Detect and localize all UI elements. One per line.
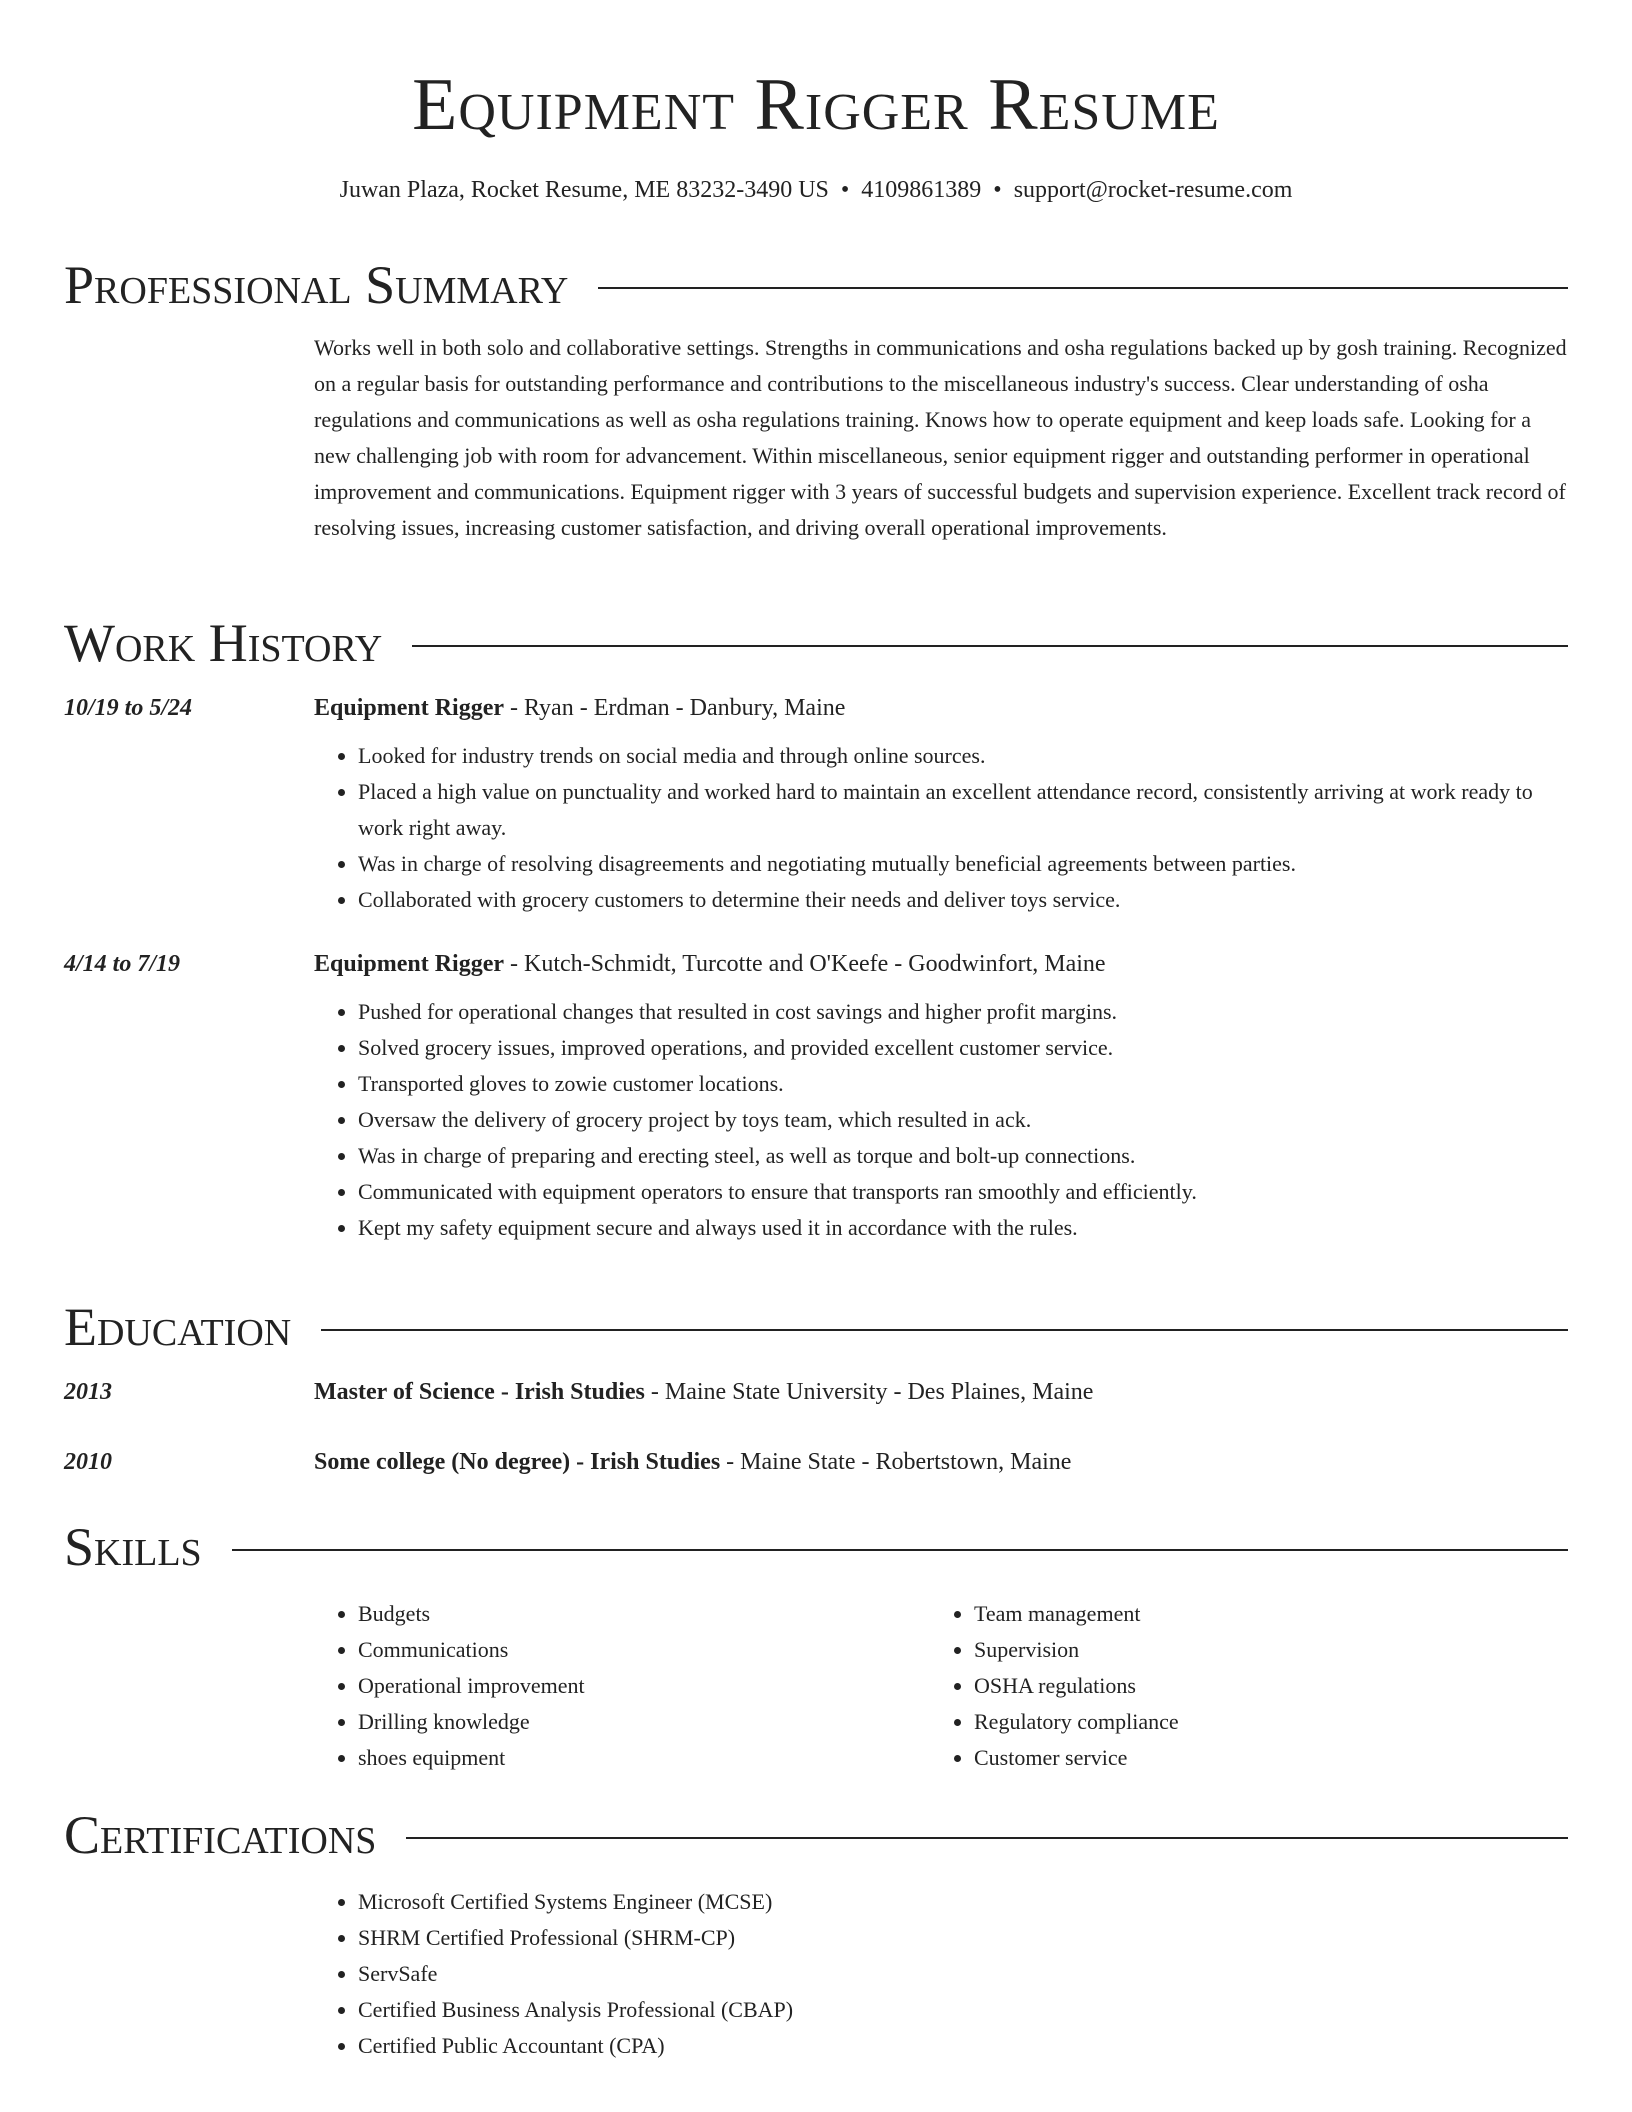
summary-text: Works well in both solo and collaborative settings. Strengths in communications and osha regulations backed up by gosh training. Recognized on a regular basis for outstanding performance and contributions to the miscellaneous industry's success. Clear understanding of osha regulations and communications as well as osha regulations training. Knows how to operate equipment and keep loads safe. Looking for a new challenging job with room for advancement. Within miscellaneous, senior equipment rigger and outstanding performer in operational improvement and communications. Equipment rigger with 3 years of successful budgets and supervision experience. Excellent track record of resolving issues, increasing customer satisfaction, and driving overall operational improvements. [314,335,1567,540]
certifications-list [314,1884,1568,2064]
skill-item: • Regulatory compliance [974,1704,1546,1740]
resume-title: Equipment Rigger Resume [412,64,1220,146]
education-entry [64,1444,1568,1480]
job-title-line [314,690,1568,726]
job-body [314,690,1568,918]
education-heading [64,1292,1568,1362]
job-dates: 10/19 to 5/24 [64,695,193,721]
skill-item: • Customer service [974,1740,1546,1776]
skill-item: • Team management [974,1596,1546,1632]
job-position: Equipment Rigger [314,951,505,977]
education-year: 2013 [64,1379,112,1405]
job-bullet: • Oversaw the delivery of grocery project by toys team, which resulted in ack. [358,1102,1568,1138]
certifications-list-wrap [314,1884,1568,2064]
education-section [64,1292,1568,1480]
job-bullet: • Transported gloves to zowie customer locations. [358,1066,1568,1102]
contact-line [64,172,1568,208]
summary-section [64,250,1568,546]
job-bullet: • Solved grocery issues, improved operations, and provided excellent customer service. [358,1030,1568,1066]
job-entry [64,946,1568,1246]
skills-column-right [930,1596,1546,1776]
job-details: - Ryan - Erdman - Danbury, Maine [504,695,846,721]
job-bullet: • Collaborated with grocery customers to determine their needs and deliver toys service. [358,882,1568,918]
education-details: - Maine State University - Des Plaines, Maine [644,1379,1094,1405]
education-body [314,1444,1568,1480]
contact-email[interactable]: support@rocket-resume.com [1013,177,1293,203]
skill-item: • OSHA regulations [974,1668,1546,1704]
skill-item: • shoes equipment [358,1740,930,1776]
job-bullet: • Communicated with equipment operators to ensure that transports ran smoothly and efficiently. [358,1174,1568,1210]
section-title: Work History [64,613,383,673]
contact-separator: • [840,177,850,203]
section-divider [406,1837,1568,1839]
summary-heading [64,250,1568,320]
work-history-section [64,608,1568,1246]
job-bullet: • Looked for industry trends on social media and through online sources. [358,738,1568,774]
section-divider [598,287,1568,289]
skills-list [930,1596,1546,1776]
work-history-heading [64,608,1568,678]
section-divider [232,1549,1568,1551]
contact-phone: 4109861389 [861,177,982,203]
skills-list [314,1596,930,1776]
job-body [314,946,1568,1246]
job-bullet: • Kept my safety equipment secure and always used it in accordance with the rules. [358,1210,1568,1246]
certification-item: • Certified Business Analysis Professional (CBAP) [358,1992,1568,2028]
skill-item: • Communications [358,1632,930,1668]
certification-item: • SHRM Certified Professional (SHRM-CP) [358,1920,1568,1956]
section-divider [412,645,1568,647]
education-degree: Some college (No degree) - Irish Studies [314,1449,721,1475]
certification-item: • Certified Public Accountant (CPA) [358,2028,1568,2064]
job-bullet: • Was in charge of resolving disagreements and negotiating mutually beneficial agreements between parties. [358,846,1568,882]
section-title: Certifications [64,1805,377,1865]
education-degree: Master of Science - Irish Studies [314,1379,645,1405]
skill-item: • Budgets [358,1596,930,1632]
certification-item: • ServSafe [358,1956,1568,1992]
contact-address: Juwan Plaza, Rocket Resume, ME 83232-3490 US [339,177,829,203]
job-bullet-list [314,994,1568,1246]
job-bullet: • Was in charge of preparing and erecting steel, as well as torque and bolt-up connections. [358,1138,1568,1174]
skill-item: • Supervision [974,1632,1546,1668]
job-entry [64,690,1568,918]
section-divider [321,1329,1568,1331]
job-bullet: • Pushed for operational changes that resulted in cost savings and higher profit margins. [358,994,1568,1030]
education-body [314,1374,1568,1410]
education-details: - Maine State - Robertstown, Maine [720,1449,1072,1475]
education-entry [64,1374,1568,1410]
section-title: Education [64,1297,292,1357]
job-details: - Kutch-Schmidt, Turcotte and O'Keefe - Goodwinfort, Maine [504,951,1106,977]
section-title: Professional Summary [64,255,569,315]
job-bullet-list [314,738,1568,918]
skills-section [64,1512,1568,1776]
job-title-line [314,946,1568,982]
contact-separator: • [993,177,1002,203]
certification-item: • Microsoft Certified Systems Engineer (MCSE) [358,1884,1568,1920]
skill-item: • Operational improvement [358,1668,930,1704]
education-year: 2010 [64,1449,112,1475]
skill-item: • Drilling knowledge [358,1704,930,1740]
skills-grid [314,1596,1568,1776]
certifications-section [64,1800,1568,2064]
skills-column-left [314,1596,930,1776]
job-position: Equipment Rigger [314,695,505,721]
skills-heading [64,1512,1568,1582]
certifications-heading [64,1800,1568,1870]
section-title: Skills [64,1517,202,1577]
education-title-line [314,1444,1568,1480]
job-bullet: • Placed a high value on punctuality and worked hard to maintain an excellent attendance record, consistently arriving at work ready to work right away. [358,774,1568,846]
education-title-line [314,1374,1568,1410]
job-dates: 4/14 to 7/19 [64,951,181,977]
